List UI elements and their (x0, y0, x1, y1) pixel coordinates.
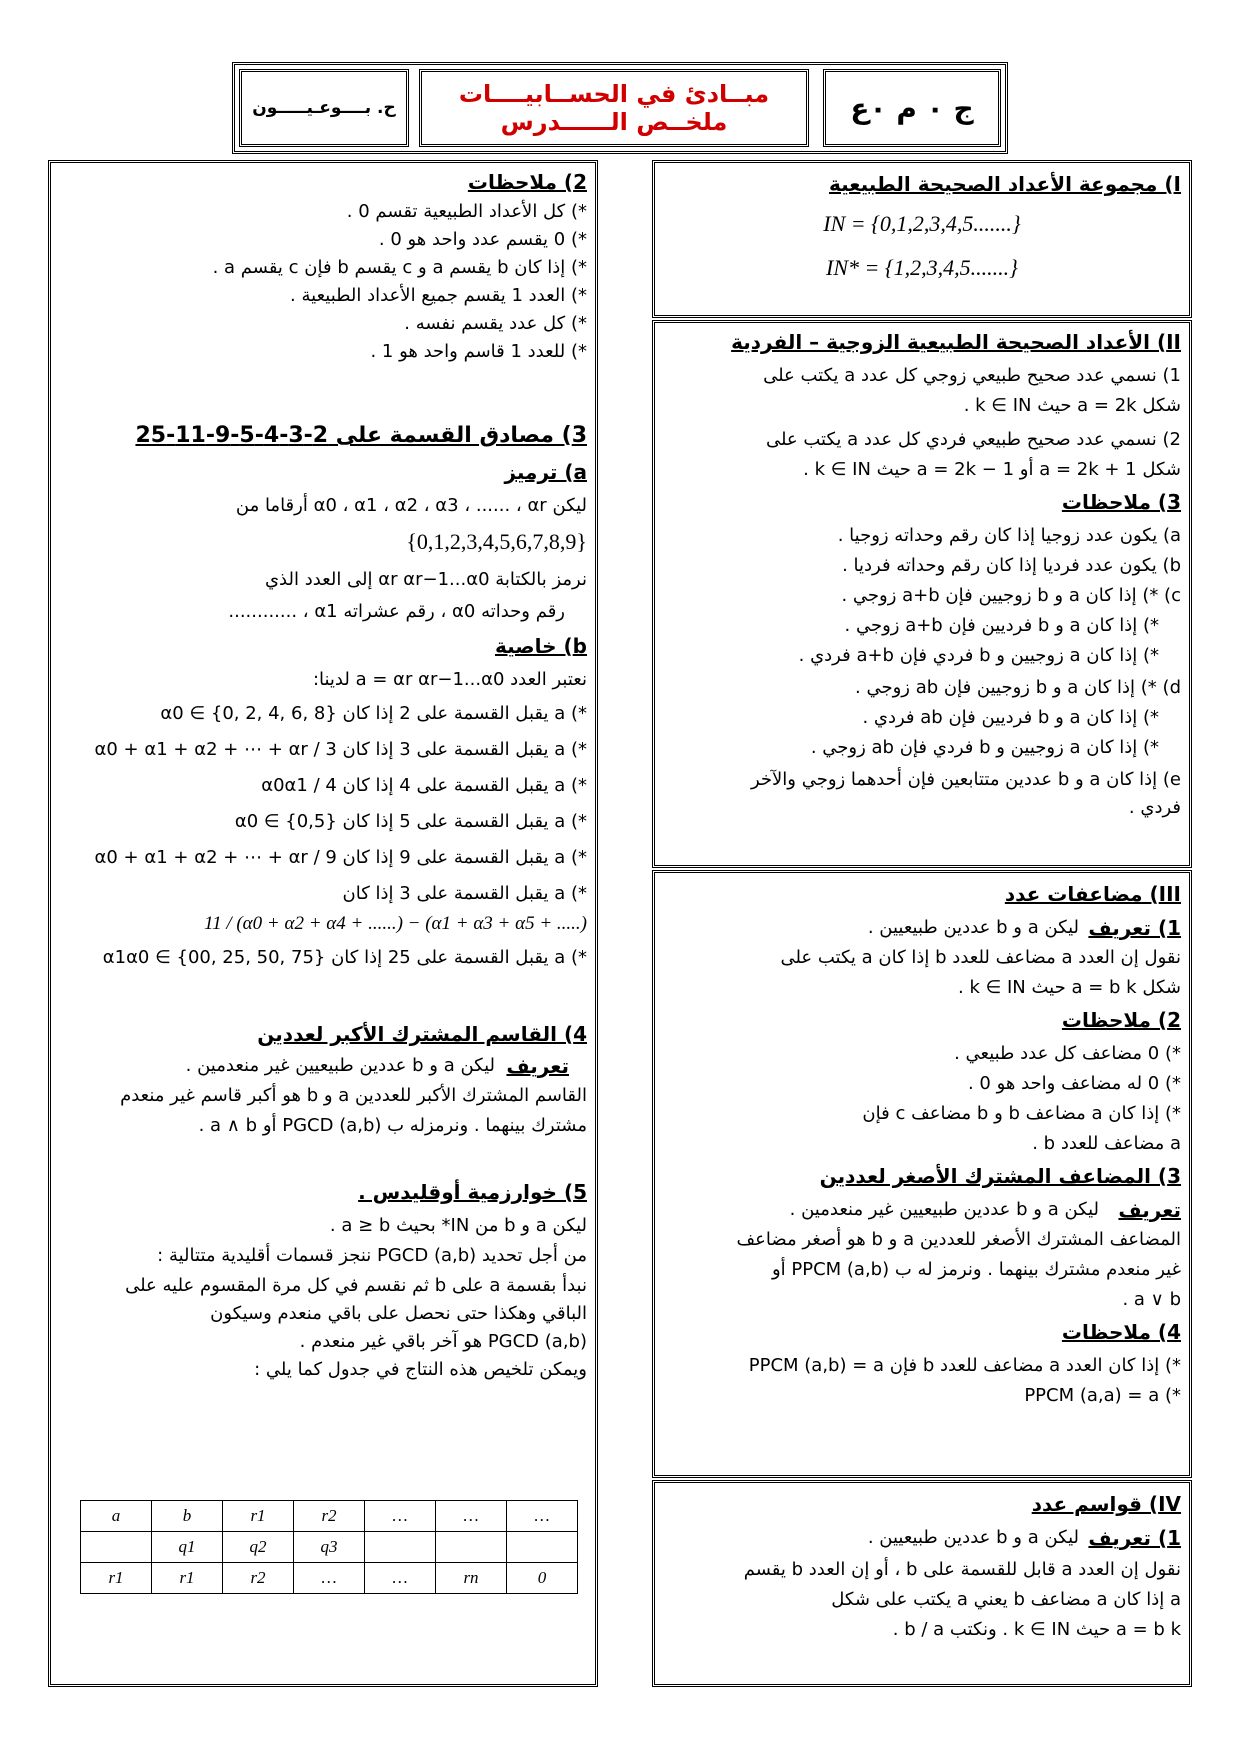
note: a مضاعف للعدد b . (1032, 1133, 1181, 1154)
table-cell: … (436, 1501, 507, 1532)
table-cell: rn (436, 1563, 507, 1594)
text-line: ليكن a و b عددين طبيعيين غير منعدمين . (185, 1055, 495, 1076)
text-line: ليكن a و b عددين طبيعيين . (867, 917, 1079, 938)
table-cell: … (507, 1501, 578, 1532)
note: *) كل عدد يقسم نفسه . (404, 313, 587, 334)
table-cell (436, 1532, 507, 1563)
table-cell (507, 1532, 578, 1563)
definition-title: 1) تعريف (1088, 916, 1181, 940)
text-line: ليكن α0 ، α1 ، α2 ، α3 ، ...... ، αr أرقاما من (235, 495, 587, 516)
title-line2: ملخــص الــــــدرس (500, 108, 728, 136)
note: *) إذا كان a و b فرديين فإن a+b زوجي . (844, 615, 1159, 636)
rule: *) a يقبل القسمة على 4 إذا كان 4 / α0α1 (261, 775, 587, 796)
note: *) إذا كان العدد a مضاعف للعدد b فإن PPCM (a,b) = a (748, 1355, 1181, 1376)
table-cell: … (294, 1563, 365, 1594)
text-line: شكل a = b k حيث k ∈ IN . (958, 977, 1181, 998)
notes-title: 2) ملاحظات (467, 170, 587, 194)
rule: *) a يقبل القسمة على 3 إذا كان (342, 883, 587, 904)
table-cell: q2 (223, 1532, 294, 1563)
header (232, 62, 1008, 154)
text-line: غير منعدم مشترك بينهما . ونرمز له ب PPCM (a,b) أو (771, 1259, 1181, 1280)
text-line: من أجل تحديد PGCD (a,b) ننجز قسمات أقليدية متتالية : (157, 1245, 587, 1266)
text-line: نقول إن العدد a مضاعف للعدد b إذا كان a يكتب على (780, 947, 1181, 968)
text-line: الباقي وهكذا حتى نحصل على باقي منعدم وسيكون (210, 1303, 587, 1324)
definition-title: تعريف (1118, 1198, 1181, 1222)
euclid-table (80, 1500, 578, 1594)
notes-title: 4) ملاحظات (1061, 1320, 1181, 1344)
text-line: ليكن a و b عددين طبيعيين غير منعدمين . (789, 1199, 1099, 1220)
section-multiples (652, 870, 1192, 1478)
notes-title: 2) ملاحظات (1061, 1008, 1181, 1032)
note: d) *) إذا كان a و b زوجيين فإن ab زوجي . (855, 677, 1181, 698)
rule: *) a يقبل القسمة على 2 إذا كان α0 ∈ {0, 2, 4, 6, 8} (160, 703, 587, 724)
author: ح. بــــوعـيـــــون (239, 69, 409, 147)
note: *) إذا كان a مضاعف b و b مضاعف c فإن (862, 1103, 1181, 1124)
euclid-title: 5) خوارزمية أوقليدس . (358, 1180, 587, 1204)
table-row (81, 1501, 578, 1532)
table-cell: r2 (223, 1563, 294, 1594)
text-line: a = b k حيث k ∈ IN . ونكتب b / a . (892, 1619, 1181, 1640)
section-title: IV) قواسم عدد (1031, 1492, 1181, 1516)
note: *) 0 له مضاعف واحد هو 0 . (967, 1073, 1181, 1094)
title-line1: مبــادئ في الحســابيــــات (458, 80, 770, 108)
table-cell: r1 (223, 1501, 294, 1532)
table-cell: … (365, 1501, 436, 1532)
table-cell (81, 1532, 152, 1563)
text-line: نعتبر العدد a = αr αr−1...α0 لدينا: (312, 669, 587, 690)
table-cell: a (81, 1501, 152, 1532)
table-cell: r1 (152, 1563, 223, 1594)
text-line: شكل a = 2k + 1 أو a = 2k − 1 حيث k ∈ IN . (803, 459, 1181, 480)
text-line: ليكن a و b عددين طبيعيين . (867, 1527, 1079, 1548)
text-line: رقم وحداته α0 ، رقم عشراته α1 ، ............ (228, 601, 565, 622)
note: *) إذا كان a زوجيين و b فردي فإن a+b فردي . (798, 645, 1159, 666)
section-natural-numbers (652, 160, 1192, 318)
table-cell: 0 (507, 1563, 578, 1594)
note: c) *) إذا كان a و b زوجيين فإن a+b زوجي . (841, 585, 1181, 606)
class-code: ج ٠ م ٠ع (823, 69, 1001, 147)
note: فردي . (1128, 797, 1181, 818)
note: *) إذا كان a زوجيين و b فردي فإن ab زوجي . (810, 737, 1159, 758)
note: *) إذا كان b يقسم a و c يقسم b فإن c يقسم a . (212, 257, 587, 278)
table-cell: r1 (81, 1563, 152, 1594)
text-line: نبدأ بقسمة a على b ثم نقسم في كل مرة المقسوم عليه على (125, 1275, 587, 1296)
note: *) كل الأعداد الطبيعية تقسم 0 . (346, 201, 587, 222)
note: *) العدد 1 يقسم جميع الأعداد الطبيعية . (290, 285, 587, 306)
section-title: III) مضاعفات عدد (1004, 882, 1181, 906)
section-title: II) الأعداد الصحيحة الطبيعية الزوجية – الفردية (731, 330, 1181, 354)
note: *) للعدد 1 قاسم واحد هو 1 . (370, 341, 587, 362)
table-cell: … (365, 1563, 436, 1594)
notes-title: 3) ملاحظات (1061, 490, 1181, 514)
note: b) يكون عدد فرديا إذا كان رقم وحداته فرديا . (842, 555, 1181, 576)
table-cell: b (152, 1501, 223, 1532)
formula-in: IN = {0,1,2,3,4,5.......} (823, 211, 1021, 236)
section-divisors (652, 1480, 1192, 1687)
note: *) 0 مضاعف كل عدد طبيعي . (954, 1043, 1181, 1064)
text-line: شكل a = 2k حيث k ∈ IN . (963, 395, 1181, 416)
definition-title: 1) تعريف (1088, 1526, 1181, 1550)
rule-formula: 11 / (α0 + α2 + α4 + ......) − (α1 + α3 + α5 + .....) (203, 913, 587, 934)
text-line: 2) نسمي عدد صحيح طبيعي فردي كل عدد a يكتب على (765, 429, 1181, 450)
text-line: 1) نسمي عدد صحيح طبيعي زوجي كل عدد a يكتب على (763, 365, 1181, 386)
section-even-odd (652, 320, 1192, 868)
text-line: مشترك بينهما . ونرمزله ب PGCD (a,b) أو a ∧ b . (198, 1115, 587, 1136)
text-line: القاسم المشترك الأكبر للعددين a و b هو أكبر قاسم غير منعدم (120, 1085, 587, 1106)
note: e) إذا كان a و b عددين متتابعين فإن أحدهما زوجي والآخر (750, 769, 1181, 790)
title-box (419, 69, 809, 147)
note: *) 0 يقسم عدد واحد هو 0 . (378, 229, 587, 250)
section-title: I) مجموعة الأعداد الصحيحة الطبيعية (828, 172, 1181, 196)
rule: *) a يقبل القسمة على 3 إذا كان 3 / α0 + α1 + α2 + ⋯ + αr (94, 739, 587, 760)
note: *) PPCM (a,a) = a (1024, 1385, 1181, 1406)
rule: *) a يقبل القسمة على 25 إذا كان α1α0 ∈ {00, 25, 50, 75} (102, 947, 587, 968)
table-cell: r2 (294, 1501, 365, 1532)
gcd-title: 4) القاسم المشترك الأكبر لعددين (257, 1022, 587, 1046)
table-row (81, 1563, 578, 1594)
definition-title: تعريف (506, 1054, 569, 1078)
text-line: ليكن a و b من IN* بحيث a ≥ b . (329, 1215, 587, 1236)
left-column (48, 160, 598, 1687)
notation-title: a) ترميز (504, 460, 587, 484)
rule: *) a يقبل القسمة على 9 إذا كان 9 / α0 + α1 + α2 + ⋯ + αr (94, 847, 587, 868)
divisibility-title: 3) مصادق القسمة على 2-3-4-5-9-11-25 (135, 423, 587, 448)
text-line: المضاعف المشترك الأصغر للعددين a و b هو أصغر مضاعف (736, 1229, 1181, 1250)
table-cell: q1 (152, 1532, 223, 1563)
formula-in-star: IN* = {1,2,3,4,5.......} (826, 255, 1018, 280)
text-line: a إذا كان a مضاعف b يعني a يكتب على شكل (831, 1589, 1181, 1610)
note: a) يكون عدد زوجيا إذا كان رقم وحداته زوجيا . (837, 525, 1181, 546)
table-cell (365, 1532, 436, 1563)
note: *) إذا كان a و b فرديين فإن ab فردي . (862, 707, 1159, 728)
table-row (81, 1532, 578, 1563)
rule: *) a يقبل القسمة على 5 إذا كان α0 ∈ {0,5} (234, 811, 587, 832)
text-line: نقول إن العدد a قابل للقسمة على b ، أو إن العدد b يقسم (743, 1559, 1181, 1580)
text-line: ويمكن تلخيص هذه النتاج في جدول كما يلي : (254, 1359, 587, 1380)
text-line: نرمز بالكتابة αr αr−1...α0 إلى العدد الذي (264, 569, 587, 590)
table-cell: q3 (294, 1532, 365, 1563)
text-line: PGCD (a,b) هو آخر باقي غير منعدم . (299, 1331, 587, 1352)
property-title: b) خاصية (495, 634, 587, 658)
lcm-title: 3) المضاعف المشترك الأصغر لعددين (819, 1164, 1181, 1188)
text-line: a ∨ b . (1122, 1289, 1181, 1310)
digit-set: {0,1,2,3,4,5,6,7,8,9} (406, 529, 587, 554)
